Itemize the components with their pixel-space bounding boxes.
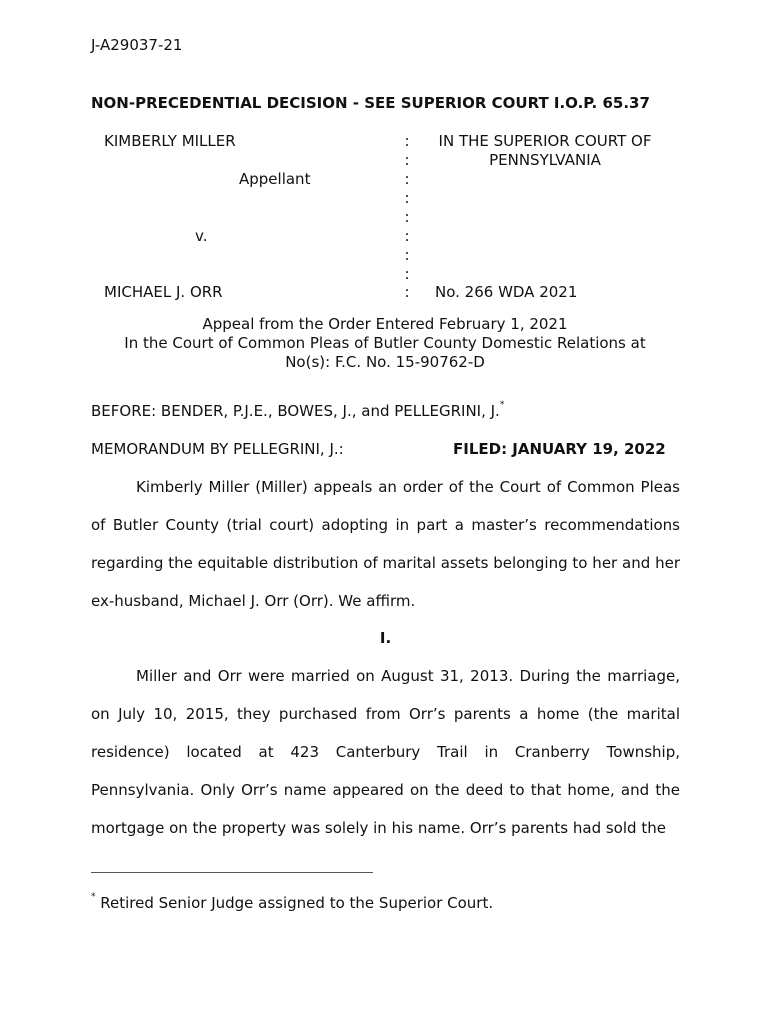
non-precedential-notice: NON-PRECEDENTIAL DECISION - SEE SUPERIOR COURT I.O.P. 65.37 — [91, 94, 650, 112]
caption-colon: : — [404, 151, 410, 169]
footnote — [91, 894, 493, 912]
caption-colon: : — [404, 227, 410, 245]
opinion-paragraph-2 — [91, 657, 680, 847]
paragraph-line: Pennsylvania. Only Orr’s name appeared on the deed to that home, and the — [91, 781, 680, 799]
panel-text: BEFORE: BENDER, P.J.E., BOWES, J., and PELLEGRINI, J. — [91, 402, 500, 420]
footnote-divider — [91, 872, 373, 873]
opinion-paragraph-1 — [91, 468, 680, 620]
section-heading: I. — [379, 629, 392, 647]
footnote-text: Retired Senior Judge assigned to the Superior Court. — [100, 894, 494, 912]
case-number: No. 266 WDA 2021 — [435, 283, 578, 301]
versus-label: v. — [195, 227, 208, 245]
footnote-marker: * — [499, 400, 505, 410]
filed-date: FILED: JANUARY 19, 2022 — [453, 440, 666, 458]
paragraph-line: ex-husband, Michael J. Orr (Orr). We affirm. — [91, 592, 416, 610]
paragraph-line: Miller and Orr were married on August 31, 2013. During the marriage, — [136, 667, 680, 685]
court-name-line1: IN THE SUPERIOR COURT OF — [438, 132, 652, 150]
footnote-mark: * — [91, 892, 96, 902]
caption-colon: : — [404, 189, 410, 207]
paragraph-line: residence) located at 423 Canterbury Trail in Cranberry Township, — [91, 743, 680, 761]
panel-line — [91, 402, 504, 420]
appellant-name: KIMBERLY MILLER — [104, 132, 236, 150]
paragraph-line: Kimberly Miller (Miller) appeals an order of the Court of Common Pleas — [136, 478, 680, 496]
caption-colon: : — [404, 246, 410, 264]
appellant-role: Appellant — [239, 170, 311, 188]
appeal-line1: Appeal from the Order Entered February 1, 2021 — [202, 315, 568, 333]
docket-number: J-A29037-21 — [91, 36, 183, 54]
paragraph-line: of Butler County (trial court) adopting in part a master’s recommendations — [91, 516, 680, 534]
paragraph-line: regarding the equitable distribution of marital assets belonging to her and her — [91, 554, 680, 572]
appellee-name: MICHAEL J. ORR — [104, 283, 223, 301]
caption-colon: : — [404, 170, 410, 188]
memorandum-author: MEMORANDUM BY PELLEGRINI, J.: — [91, 440, 344, 458]
appeal-line3: No(s): F.C. No. 15-90762-D — [285, 353, 485, 371]
court-name-line2: PENNSYLVANIA — [489, 151, 601, 169]
appeal-line2: In the Court of Common Pleas of Butler County Domestic Relations at — [124, 334, 646, 352]
paragraph-line: on July 10, 2015, they purchased from Orr’s parents a home (the marital — [91, 705, 680, 723]
caption-colon: : — [404, 283, 410, 301]
caption-colon: : — [404, 208, 410, 226]
caption-colon: : — [404, 132, 410, 150]
caption-colon: : — [404, 265, 410, 283]
paragraph-line: mortgage on the property was solely in his name. Orr’s parents had sold the — [91, 819, 666, 837]
